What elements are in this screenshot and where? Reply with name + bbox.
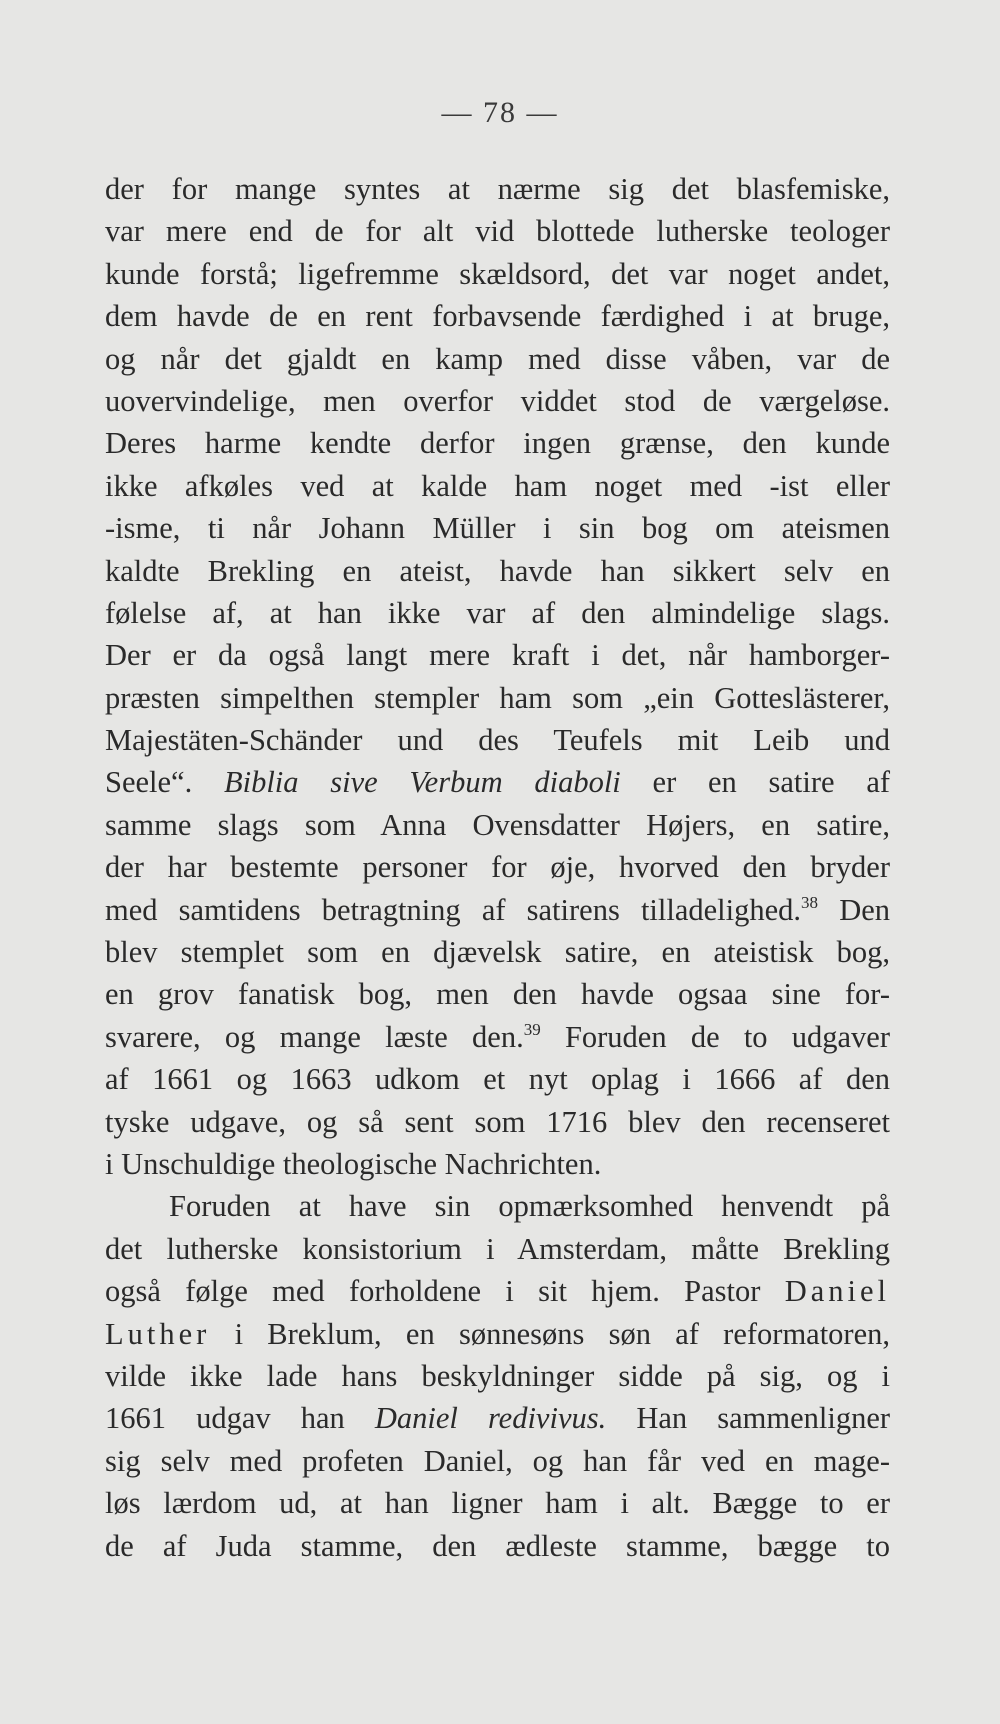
- text-fragment: svarere, og mange læste den.: [105, 1019, 524, 1054]
- text-line: sig selv med profeten Daniel, og han får ved en mage-: [105, 1443, 890, 1478]
- text-fragment: Seele“.: [105, 765, 193, 800]
- text-line: samme slags som Anna Ovensdatter Højers, en satire,: [105, 807, 890, 842]
- footnote-ref: 39: [523, 1019, 541, 1039]
- text-line: kunde forstå; ligefremme skældsord, det var noget andet,: [105, 256, 890, 291]
- text-fragment: med samtidens betragtning af satirens tilladelighed.: [105, 892, 802, 927]
- text-line: dem havde de en rent forbavsende færdighed i at bruge,: [105, 299, 890, 334]
- text-fragment: er en satire af: [652, 765, 891, 800]
- text-line: af 1661 og 1663 udkom et nyt oplag i 1666 af den: [105, 1062, 890, 1097]
- text-line: [105, 1397, 890, 1439]
- spaced-name: Luther: [105, 1316, 211, 1351]
- body-text: [105, 168, 890, 1567]
- text-fragment: Foruden de to udgaver: [564, 1019, 890, 1054]
- page-number: — 78 —: [441, 96, 559, 129]
- text-line: Foruden at have sin opmærksomhed henvendt på: [169, 1189, 890, 1224]
- text-line: [105, 761, 890, 803]
- text-line: blev stemplet som en djævelsk satire, en ateistisk bog,: [105, 935, 890, 970]
- italic-title: Daniel redivivus.: [374, 1401, 607, 1436]
- text-line: det lutherske konsistorium i Amsterdam, måtte Brekling: [105, 1231, 890, 1266]
- text-line: [105, 1313, 890, 1355]
- text-line: [105, 889, 890, 931]
- text-line: var mere end de for alt vid blottede lutherske teologer: [105, 214, 890, 249]
- text-line: uovervindelige, men overfor viddet stod de værgeløse.: [105, 383, 890, 418]
- text-fragment: 1661 udgav han: [105, 1401, 345, 1436]
- text-line: vilde ikke lade hans beskyldninger sidde på sig, og i: [105, 1358, 890, 1393]
- text-line: og når det gjaldt en kamp med disse våben, var de: [105, 341, 890, 376]
- text-line: [105, 1270, 890, 1312]
- text-line: Deres harme kendte derfor ingen grænse, den kunde: [105, 426, 890, 461]
- text-line: ikke afkøles ved at kalde ham noget med -ist eller: [105, 468, 890, 503]
- text-line: der for mange syntes at nærme sig det blasfemiske,: [105, 172, 890, 206]
- text-fragment: i Breklum, en sønnesøns søn af reformatoren,: [234, 1316, 890, 1351]
- text-line: i Unschuldige theologische Nachrichten.: [105, 1146, 602, 1181]
- text-line: Majestäten-Schänder und des Teufels mit Leib und: [105, 723, 890, 758]
- footnote-ref: 38: [801, 892, 819, 912]
- text-line: kaldte Brekling en ateist, havde han sikkert selv en: [105, 553, 890, 588]
- italic-title: Biblia sive Verbum diaboli: [223, 765, 621, 800]
- text-line: en grov fanatisk bog, men den havde ogsaa sine for-: [105, 977, 890, 1012]
- text-line: løs lærdom ud, at han ligner ham i alt. Bægge to er: [105, 1486, 890, 1521]
- spaced-name: Daniel: [784, 1274, 890, 1309]
- text-line: [105, 1016, 890, 1058]
- text-line: der har bestemte personer for øje, hvorved den bryder: [105, 850, 890, 885]
- text-line: tyske udgave, og så sent som 1716 blev den recenseret: [105, 1104, 890, 1139]
- text-line: følelse af, at han ikke var af den almindelige slags.: [105, 595, 890, 630]
- text-line: præsten simpelthen stempler ham som „ein Gotteslästerer,: [105, 680, 890, 715]
- text-line: Der er da også langt mere kraft i det, når hamborger-: [105, 638, 890, 673]
- text-line: de af Juda stamme, den ædleste stamme, bægge to: [105, 1528, 890, 1563]
- text-line: -isme, ti når Johann Müller i sin bog om ateismen: [105, 511, 890, 546]
- text-fragment: Den: [839, 892, 891, 927]
- text-fragment: Han sammenligner: [636, 1401, 891, 1436]
- text-fragment: også følge med forholdene i sit hjem. Pastor: [105, 1274, 761, 1309]
